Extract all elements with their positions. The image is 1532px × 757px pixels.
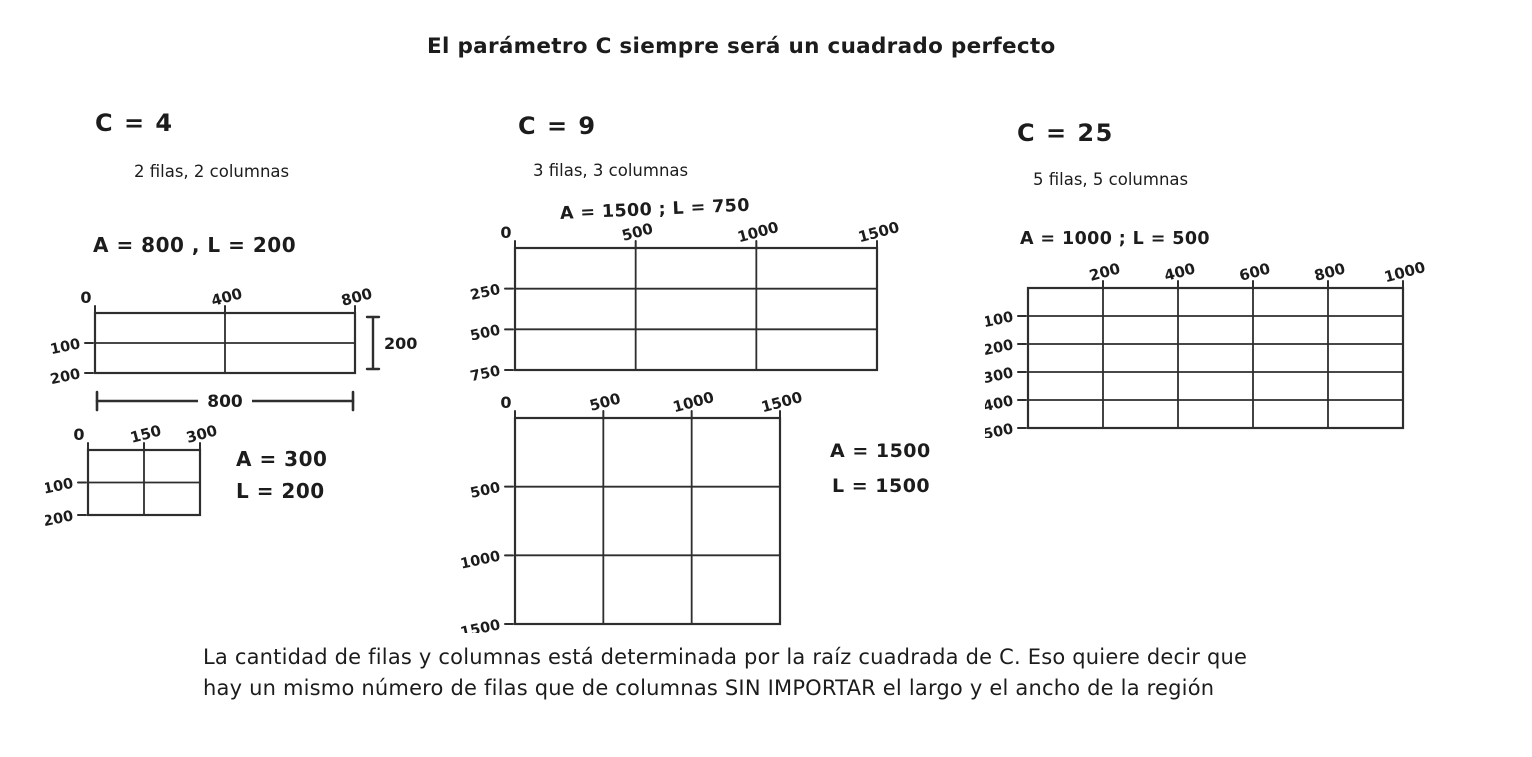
section-c4-heading: C = 4 xyxy=(95,109,174,137)
section-c25-heading: C = 25 xyxy=(1017,119,1114,147)
svg-text:1500: 1500 xyxy=(459,617,502,633)
svg-text:800: 800 xyxy=(1312,259,1348,285)
svg-text:200: 200 xyxy=(985,337,1015,360)
grid-c9-area1500x1500-svg xyxy=(455,383,820,633)
svg-text:750: 750 xyxy=(468,363,502,383)
svg-text:0: 0 xyxy=(500,393,512,412)
section-c4-subheading: 2 filas, 2 columnas xyxy=(134,162,290,181)
grid-c9-area1500x750 xyxy=(465,213,935,383)
svg-text:200: 200 xyxy=(384,334,418,353)
page-title: El parámetro C siempre será un cuadrado perfecto xyxy=(427,34,1056,59)
svg-text:0: 0 xyxy=(80,288,92,307)
footer-line-2: hay un mismo número de filas que de columnas SIN IMPORTAR el largo y el ancho de la región xyxy=(203,676,1215,700)
grid-c9-area1500x750-svg xyxy=(465,213,935,383)
svg-text:100: 100 xyxy=(985,309,1015,332)
grid-c25-area1000x500 xyxy=(985,253,1450,438)
svg-text:500: 500 xyxy=(468,322,502,345)
section-c25-params: A = 1000 ; L = 500 xyxy=(1020,229,1211,249)
svg-text:250: 250 xyxy=(468,281,502,304)
svg-text:300: 300 xyxy=(985,365,1015,388)
grid-c4-area300x200-svg xyxy=(45,418,240,533)
svg-text:1000: 1000 xyxy=(1382,258,1428,287)
annotation-c4-small-length: L = 200 xyxy=(236,479,325,503)
svg-text:200: 200 xyxy=(45,508,75,531)
svg-text:500: 500 xyxy=(985,421,1015,438)
svg-text:800: 800 xyxy=(207,392,243,412)
svg-text:200: 200 xyxy=(1087,259,1123,285)
svg-text:1000: 1000 xyxy=(459,548,502,573)
svg-text:500: 500 xyxy=(619,219,655,245)
svg-text:100: 100 xyxy=(50,336,82,359)
svg-text:400: 400 xyxy=(985,393,1015,416)
svg-text:500: 500 xyxy=(587,389,623,415)
svg-text:400: 400 xyxy=(209,284,245,310)
section-c25-subheading: 5 filas, 5 columnas xyxy=(1033,170,1189,189)
annotation-c9-square-area: A = 1500 xyxy=(830,440,931,462)
svg-text:1000: 1000 xyxy=(735,218,781,247)
svg-text:200: 200 xyxy=(50,366,82,389)
section-c9-subheading: 3 filas, 3 columnas xyxy=(533,161,689,180)
svg-text:0: 0 xyxy=(73,425,85,444)
section-c9-heading: C = 9 xyxy=(518,112,597,140)
footer-line-1: La cantidad de filas y columnas está determinada por la raíz cuadrada de C. Eso quiere decir que xyxy=(203,645,1248,669)
svg-text:1500: 1500 xyxy=(759,388,805,417)
annotation-c9-square-length: L = 1500 xyxy=(832,475,931,497)
svg-text:500: 500 xyxy=(468,479,502,502)
svg-text:800: 800 xyxy=(339,284,375,310)
svg-text:1000: 1000 xyxy=(670,388,716,417)
svg-text:100: 100 xyxy=(45,475,75,498)
annotation-c4-small-area: A = 300 xyxy=(236,447,328,471)
grid-c9-area1500x1500 xyxy=(455,383,820,633)
grid-c25-area1000x500-svg xyxy=(985,253,1450,438)
svg-text:300: 300 xyxy=(184,421,220,447)
section-c9-params: A = 1500 ; L = 750 xyxy=(559,195,751,224)
svg-text:0: 0 xyxy=(500,223,512,242)
svg-text:400: 400 xyxy=(1162,259,1198,285)
svg-text:150: 150 xyxy=(128,421,164,447)
grid-c4-area800x200 xyxy=(50,283,435,418)
svg-text:600: 600 xyxy=(1237,259,1273,285)
svg-text:1500: 1500 xyxy=(856,218,902,247)
grid-c4-area800x200-svg xyxy=(50,283,435,418)
section-c4-params: A = 800 , L = 200 xyxy=(93,233,297,257)
grid-c4-area300x200 xyxy=(45,418,240,533)
